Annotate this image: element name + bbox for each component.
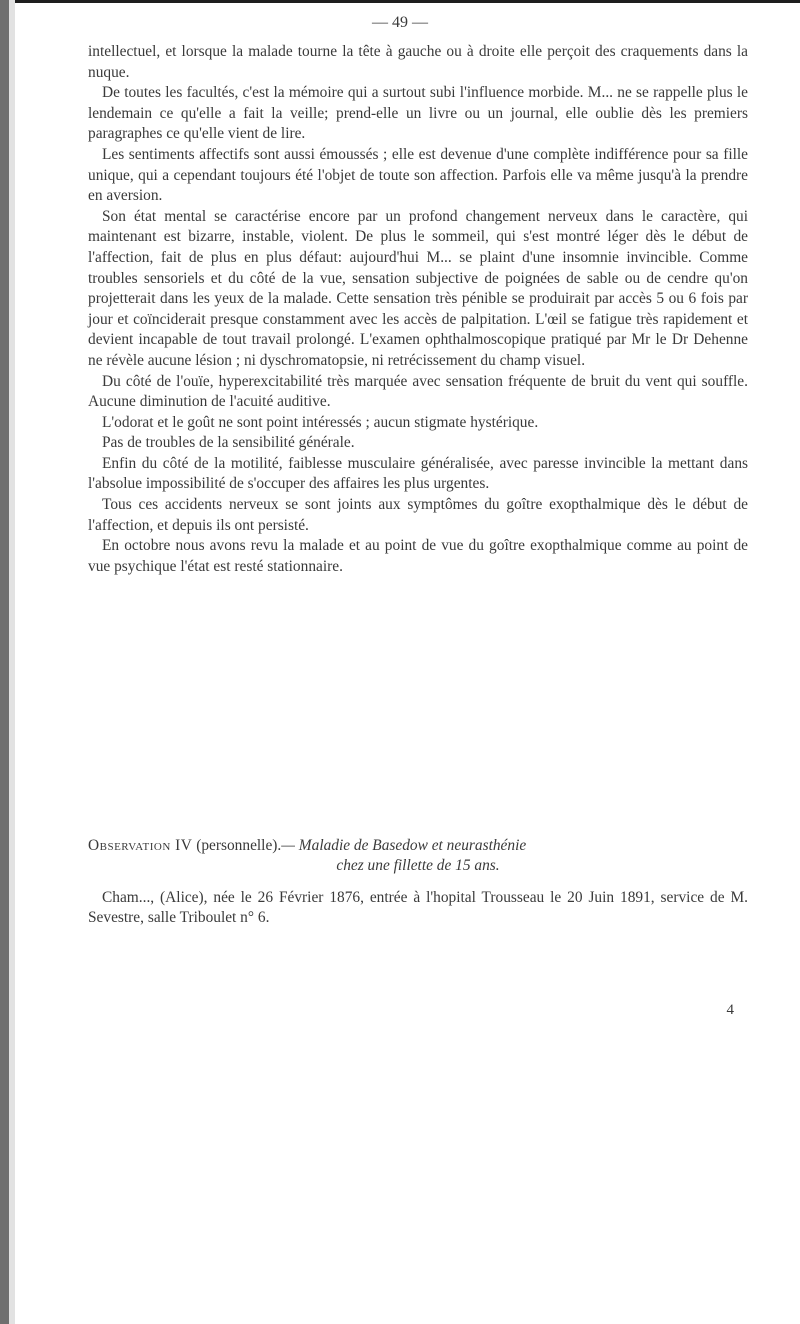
observation-section [88,836,748,928]
paragraph: Tous ces accidents nerveux se sont joints aux symptômes du goître exopthalmique dès le début de l'affection, et depuis ils ont persisté. [88,496,748,534]
paragraph: Les sentiments affectifs sont aussi émoussés ; elle est devenue d'une complète indifférence pour sa fille unique, qui a cependant toujours été l'objet de toute son affection. Parfois elle va même jusqu'à la prendre en aversion. [88,145,748,205]
observation-subtitle: chez une fillette de 15 ans. [336,857,500,874]
observation-label: Observation IV [88,837,193,854]
patient-details: Cham..., (Alice), née le 26 Février 1876, entrée à l'hopital Trousseau le 20 Juin 1891, service de M. Sevestre, salle Triboulet n° 6. [88,889,748,926]
observation-title: — Maladie de Basedow et neurasthénie [281,837,527,854]
scan-top-edge [0,0,800,3]
paragraph: L'odorat et le goût ne sont point intéressés ; aucun stigmate hystérique. [102,413,539,431]
paragraph: Pas de troubles de la sensibilité générale. [102,434,355,452]
observation-kind: (personnelle). [196,837,282,854]
paragraph: Du côté de l'ouïe, hyperexcitabilité très marquée avec sensation fréquente de bruit du vent qui souffle. Aucune diminution de l'acuité auditive. [88,372,748,411]
paragraph: intellectuel, et lorsque la malade tourne la tête à gauche ou à droite elle perçoit des craquements dans la nuque. [88,43,748,81]
paragraph: En octobre nous avons revu la malade et au point de vue du goître exopthalmique comme au point de vue psychique l'état est resté stationnaire. [88,537,748,575]
scan-binding-shadow [0,0,9,1324]
scan-binding-edge [9,0,15,1324]
body-text [88,42,748,577]
page-number: — 49 — [372,14,428,31]
signature-mark: 4 [726,1002,734,1018]
observation-heading [88,836,748,856]
paragraph: Enfin du côté de la motilité, faiblesse musculaire généralisée, avec paresse invincible la mettant dans l'absolue impossibilité de s'occuper des affaires les plus urgentes. [88,454,748,493]
paragraph: Son état mental se caractérise encore par un profond changement nerveux dans le caractère, qui maintenant est bizarre, instable, violent. De plus le sommeil, qui s'est montré léger dès le début de l'affection, fait de plus en plus défaut: aujourd'hui M... se plaint d'une insomnie invincible. Comme troubles sensoriels et du côté de la vue, sensation subjective de poignées de sable ou de cendre qu'on projetterait dans les yeux de la malade. Cette sensation très pénible se produirait par accès 5 ou 6 fois par jour et coïnciderait presque constamment avec les accès de palpitation. L'œil se fatigue très rapidement et devient incapable de tout travail prolongé. L'examen ophthalmoscopique pratiqué par Mr le Dr Dehenne ne révèle aucune lésion ; ni dyschromatopsie, ni retrécissement du champ visuel. [88,207,748,369]
paragraph: De toutes les facultés, c'est la mémoire qui a surtout subi l'influence morbide. M... ne se rappelle plus le lendemain ce qu'elle a fait la veille; prend-elle un livre ou un journal, elle oublie dès les premiers paragraphes ce qu'elle vient de lire. [88,84,748,143]
